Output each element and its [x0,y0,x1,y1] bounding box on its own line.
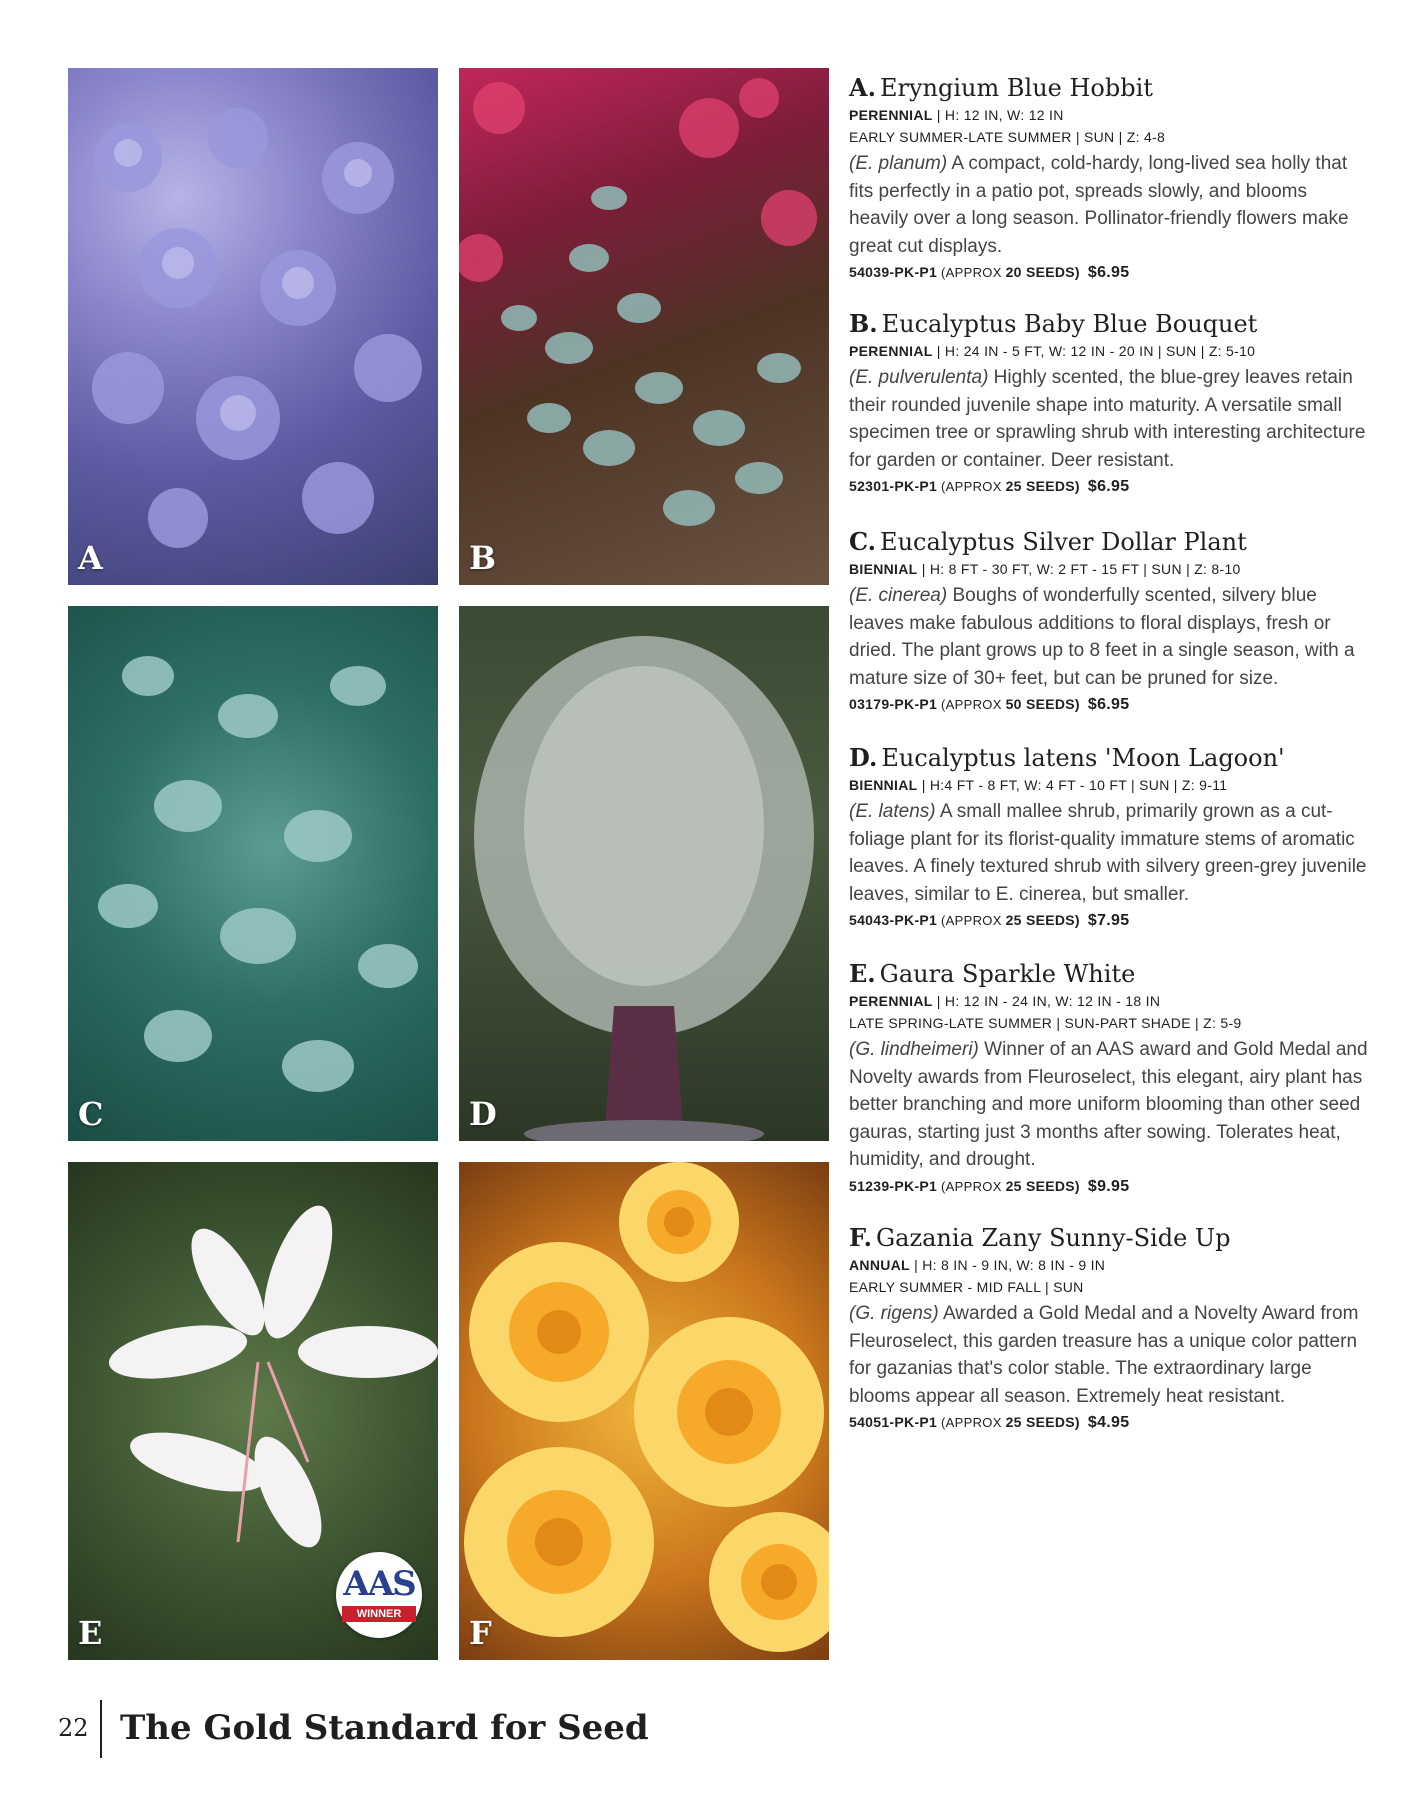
page-number: 22 [58,1714,89,1742]
photo-label-f: F [469,1614,492,1652]
product-title: D. Eucalyptus latens 'Moon Lagoon' [849,743,1285,772]
product-sku: 54051-PK-P1 (APPROX 25 SEEDS) $4.95 [849,1414,1130,1431]
product-price: $6.95 [1087,696,1130,713]
product-entry-c [849,526,1369,717]
product-entry-e [849,958,1369,1199]
product-spec: PERENNIAL | H: 24 IN - 5 FT, W: 12 IN - 20 IN | SUN | Z: 5-10 [849,343,1256,359]
product-sku: 03179-PK-P1 (APPROX 50 SEEDS) $6.95 [849,696,1130,713]
photo-gaura-sparkle-white [68,1162,438,1660]
product-spec: BIENNIAL | H:4 FT - 8 FT, W: 4 FT - 10 FT | SUN | Z: 9-11 [849,777,1228,793]
photo-eucalyptus-moon-lagoon [459,606,829,1141]
product-entry-b [849,308,1369,499]
photo-eryngium-blue-hobbit [68,68,438,585]
footer-divider [100,1700,102,1758]
product-price: $9.95 [1087,1177,1130,1195]
product-spec: PERENNIAL | H: 12 IN, W: 12 IN [849,107,1064,123]
badge-winner-text: WINNER [342,1606,416,1622]
product-title: B. Eucalyptus Baby Blue Bouquet [849,309,1258,338]
foliage-illustration [68,606,438,1141]
product-description: (E. latens) A small mallee shrub, primarily grown as a cut-foliage plant for its florist-quality immature stems of aromatic leaves. A finely textured shrub with silvery green-grey juvenile leaves, similar to E. cinerea, but smaller. [849,801,1367,905]
flower-heads-illustration [68,68,438,585]
product-price: $6.95 [1087,264,1130,281]
product-description: (E. cinerea) Boughs of wonderfully scented, silvery blue leaves make fabulous additions to floral displays, fresh or dried. The plant grows up to 8 feet in a single season, with a mature size of 30+ feet, but can be pruned for size. [849,585,1355,689]
product-price: $6.95 [1087,478,1130,495]
footer-tagline: The Gold Standard for Seed [120,1708,649,1748]
product-spec-season: LATE SPRING-LATE SUMMER | SUN-PART SHADE | Z: 5-9 [849,1015,1242,1031]
product-sku: 54039-PK-P1 (APPROX 20 SEEDS) $6.95 [849,264,1130,281]
foliage-illustration [459,68,829,585]
photo-label-a: A [78,539,103,577]
product-spec-season: EARLY SUMMER - MID FALL | SUN [849,1279,1084,1295]
product-title: E. Gaura Sparkle White [849,959,1136,988]
aas-winner-badge [336,1552,422,1638]
product-spec: ANNUAL | H: 8 IN - 9 IN, W: 8 IN - 9 IN [849,1257,1106,1273]
photo-label-b: B [469,539,497,577]
product-sku: 51239-PK-P1 (APPROX 25 SEEDS) $9.95 [849,1177,1130,1195]
product-sku: 52301-PK-P1 (APPROX 25 SEEDS) $6.95 [849,478,1130,495]
photo-label-d: D [469,1095,497,1133]
product-description: (G. lindheimeri) Winner of an AAS award and Gold Medal and Novelty awards from Fleuroselect, this elegant, airy plant has better branching and more uniform blooming than other seed gauras, starting just 3 months after sowing. Tolerates heat, humidity, and drought. [849,1039,1368,1170]
product-spec: PERENNIAL | H: 12 IN - 24 IN, W: 12 IN - 18 IN [849,993,1161,1009]
product-description: (G. rigens) Awarded a Gold Medal and a Novelty Award from Fleuroselect, this garden treasure has a unique color pattern for gazanias that's color stable. The extraordinary large blooms appear all season. Extremely heat resistant. [849,1303,1359,1407]
product-entry-d [849,742,1369,933]
photo-eucalyptus-silver-dollar [68,606,438,1141]
product-price: $7.95 [1087,912,1130,929]
product-title: A. Eryngium Blue Hobbit [849,73,1153,102]
product-title: F. Gazania Zany Sunny-Side Up [849,1223,1231,1252]
photo-eucalyptus-baby-blue [459,68,829,585]
flowers-illustration [459,1162,829,1660]
photo-gazania-sunny-side-up [459,1162,829,1660]
bouquet-illustration [459,606,829,1141]
product-sku: 54043-PK-P1 (APPROX 25 SEEDS) $7.95 [849,912,1130,929]
product-description: (E. pulverulenta) Highly scented, the blue-grey leaves retain their rounded juvenile shape into maturity. A versatile small specimen tree or sprawling shrub with interesting architecture for garden or container. Deer resistant. [849,367,1366,471]
product-price: $4.95 [1087,1414,1130,1431]
photo-label-c: C [78,1095,104,1133]
product-spec-season: EARLY SUMMER-LATE SUMMER | SUN | Z: 4-8 [849,129,1166,145]
product-spec: BIENNIAL | H: 8 FT - 30 FT, W: 2 FT - 15 FT | SUN | Z: 8-10 [849,561,1241,577]
product-entry-f [849,1222,1369,1435]
product-description: (E. planum) A compact, cold-hardy, long-lived sea holly that fits perfectly in a patio pot, spreads slowly, and blooms heavily over a long season. Pollinator-friendly flowers make great cut displays. [849,153,1349,257]
badge-aas-text: AAS [343,1564,415,1604]
product-entry-a [849,72,1369,285]
product-title: C. Eucalyptus Silver Dollar Plant [849,527,1247,556]
photo-label-e: E [78,1614,103,1652]
